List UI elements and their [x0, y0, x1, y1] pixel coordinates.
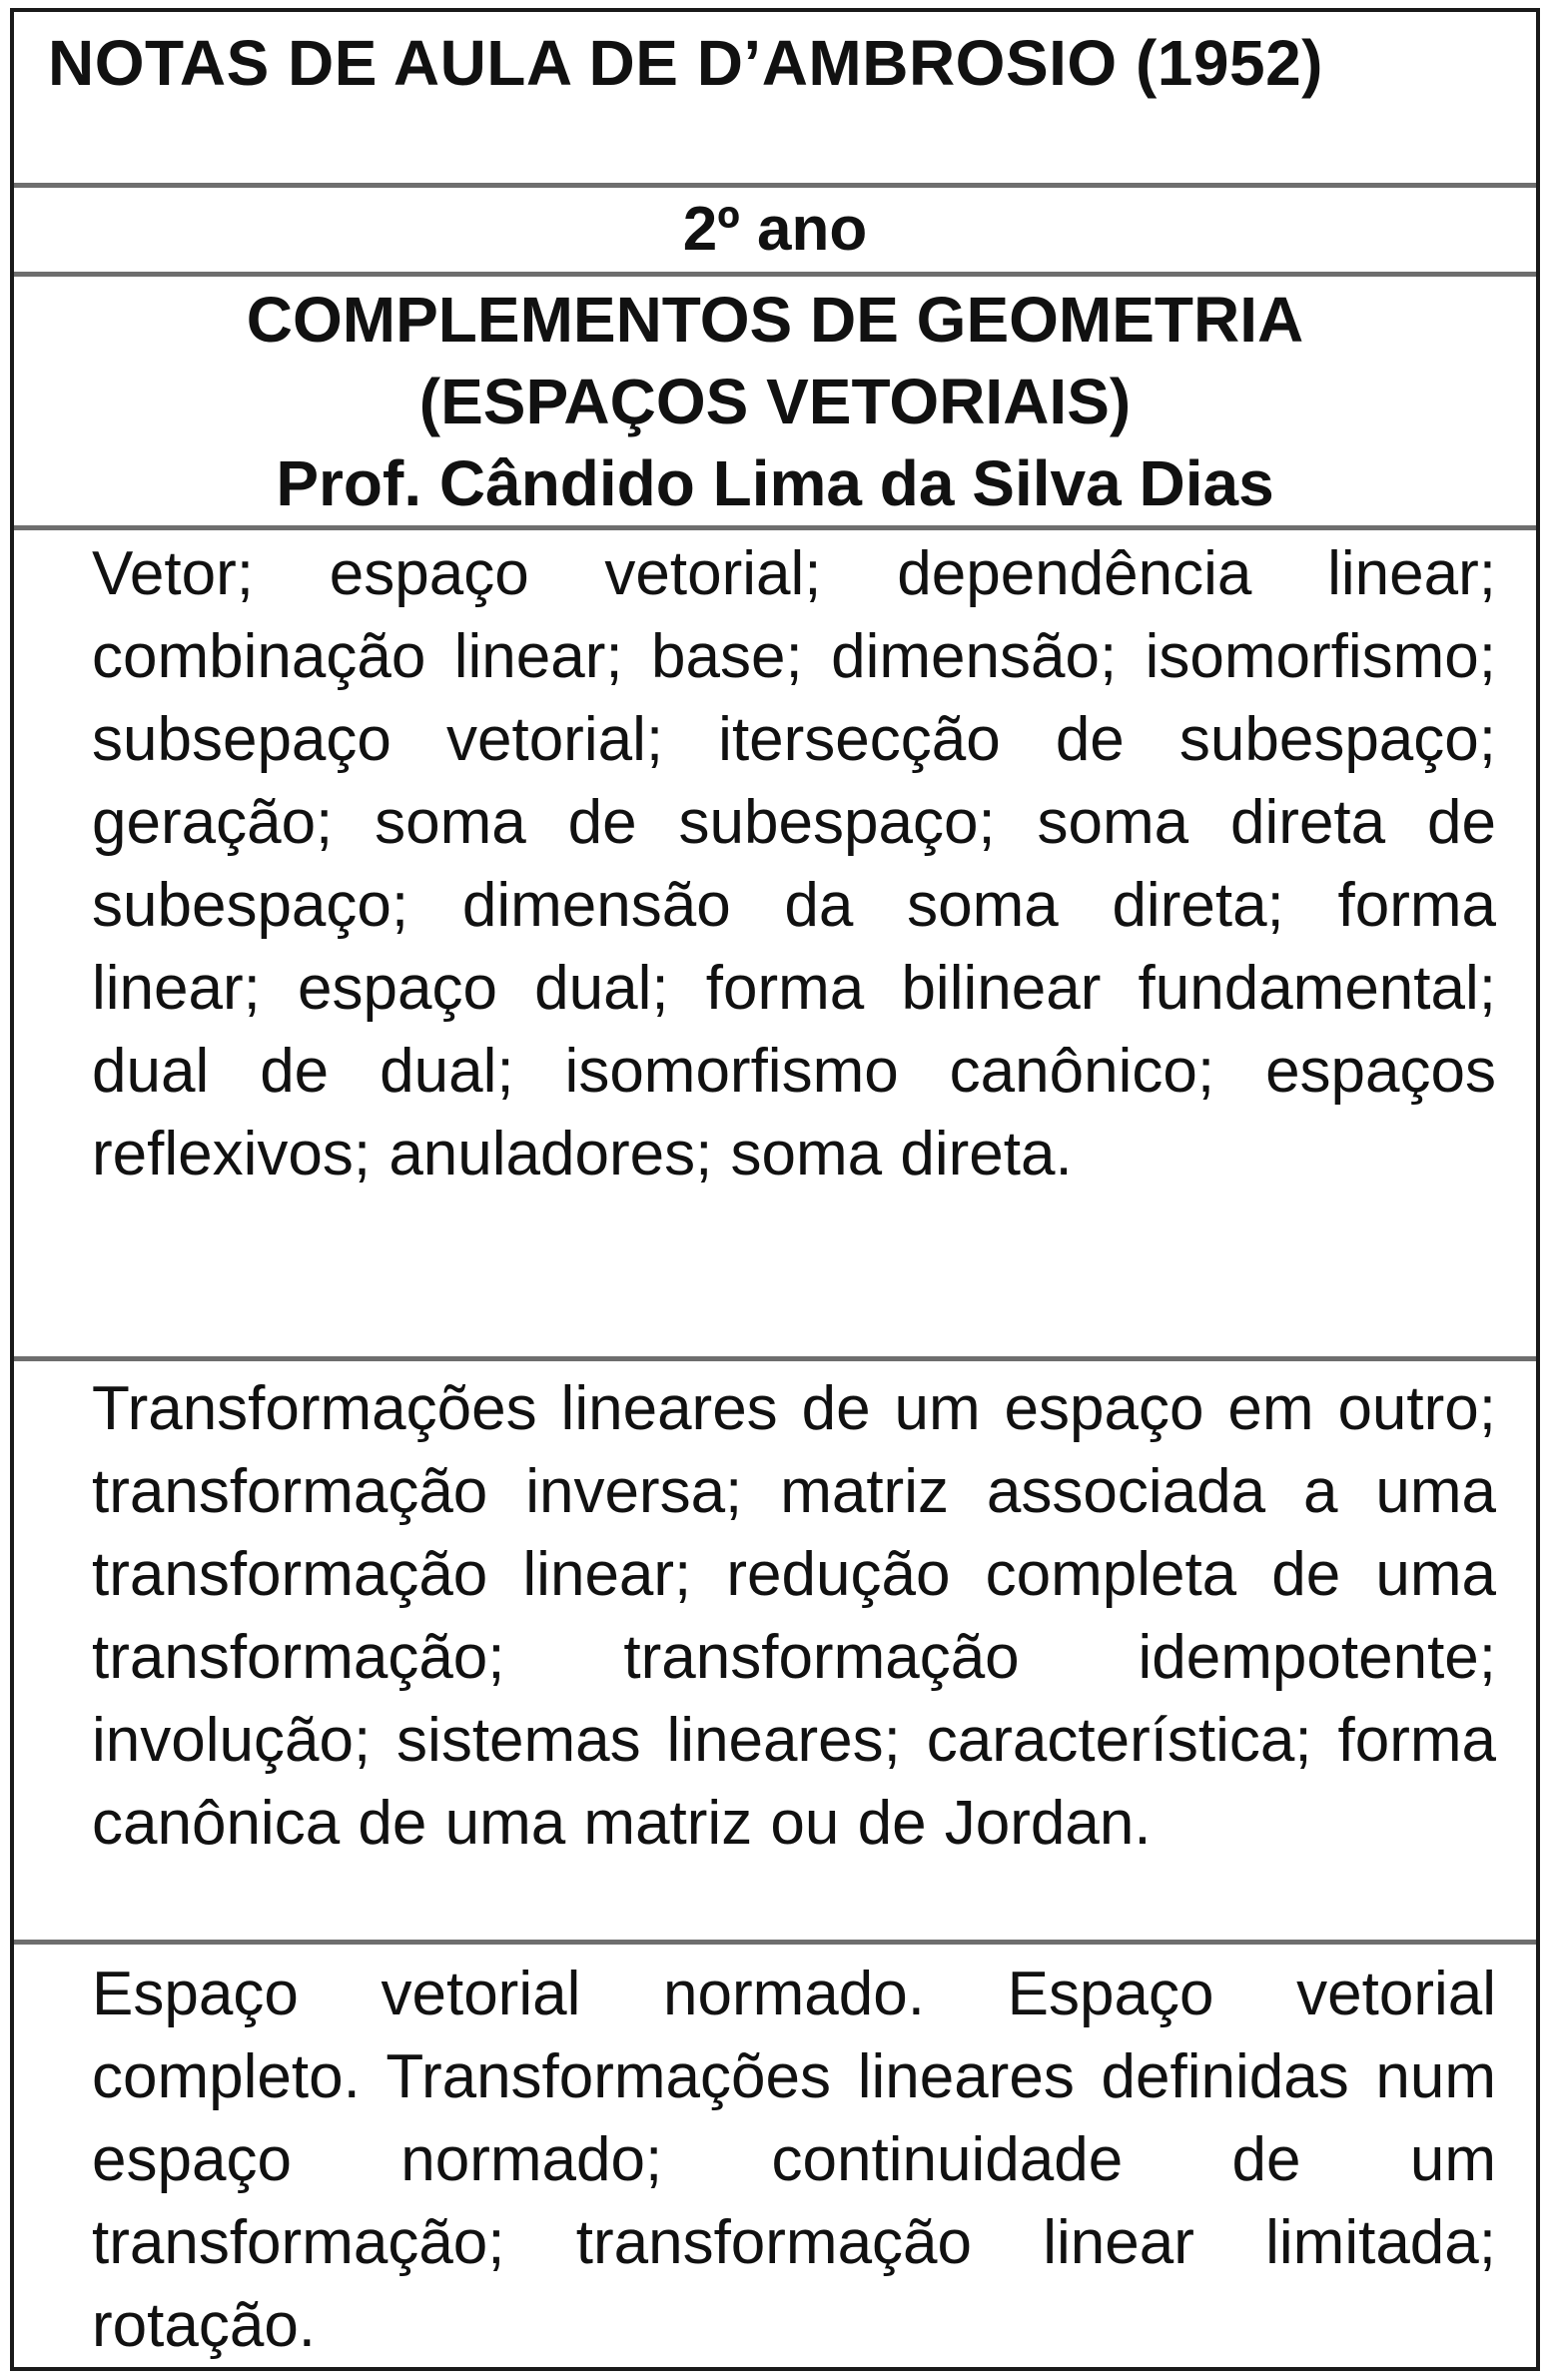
course-title: COMPLEMENTOS DE GEOMETRIA [246, 284, 1304, 357]
topics-row-vector-spaces [14, 530, 1536, 1361]
document-title: NOTAS DE AULA DE D’AMBROSIO (1952) [48, 27, 1323, 99]
course-row [14, 277, 1536, 529]
year-label: 2º ano [682, 195, 868, 265]
topics-paragraph: Vetor; espaço vetorial; dependência linear; combinação linear; base; dimensão; isomorfismo; subsepaço vetorial; itersecção de subespaço; geração; soma de subespaço; soma direta de subespaço; dimensão da soma direta; forma linear; espaço dual; forma bilinear fundamental; dual de dual; isomorfismo canônico; espaços reflexivos; anuladores; soma direta. [92, 538, 1496, 1189]
course-subtitle: (ESPAÇOS VETORIAIS) [418, 366, 1132, 438]
syllabus-table [10, 8, 1540, 2371]
topics-paragraph: Espaço vetorial normado. Espaço vetorial completo. Transformações lineares definidas num espaço normado; continuidade de um transformação; transformação linear limitada; rotação. [92, 1960, 1496, 2360]
title-row [14, 12, 1536, 188]
topics-row-normed-spaces [14, 1945, 1536, 2367]
professor-name: Prof. Cândido Lima da Silva Dias [276, 447, 1274, 520]
topics-row-linear-transformations [14, 1361, 1536, 1945]
topics-paragraph: Transformações lineares de um espaço em outro; transformação inversa; matriz associada a uma transformação linear; redução completa de uma transformação; transformação idempotente; involução; sistemas lineares; característica; forma canônica de uma matriz ou de Jordan. [92, 1373, 1496, 1858]
year-row [14, 188, 1536, 278]
